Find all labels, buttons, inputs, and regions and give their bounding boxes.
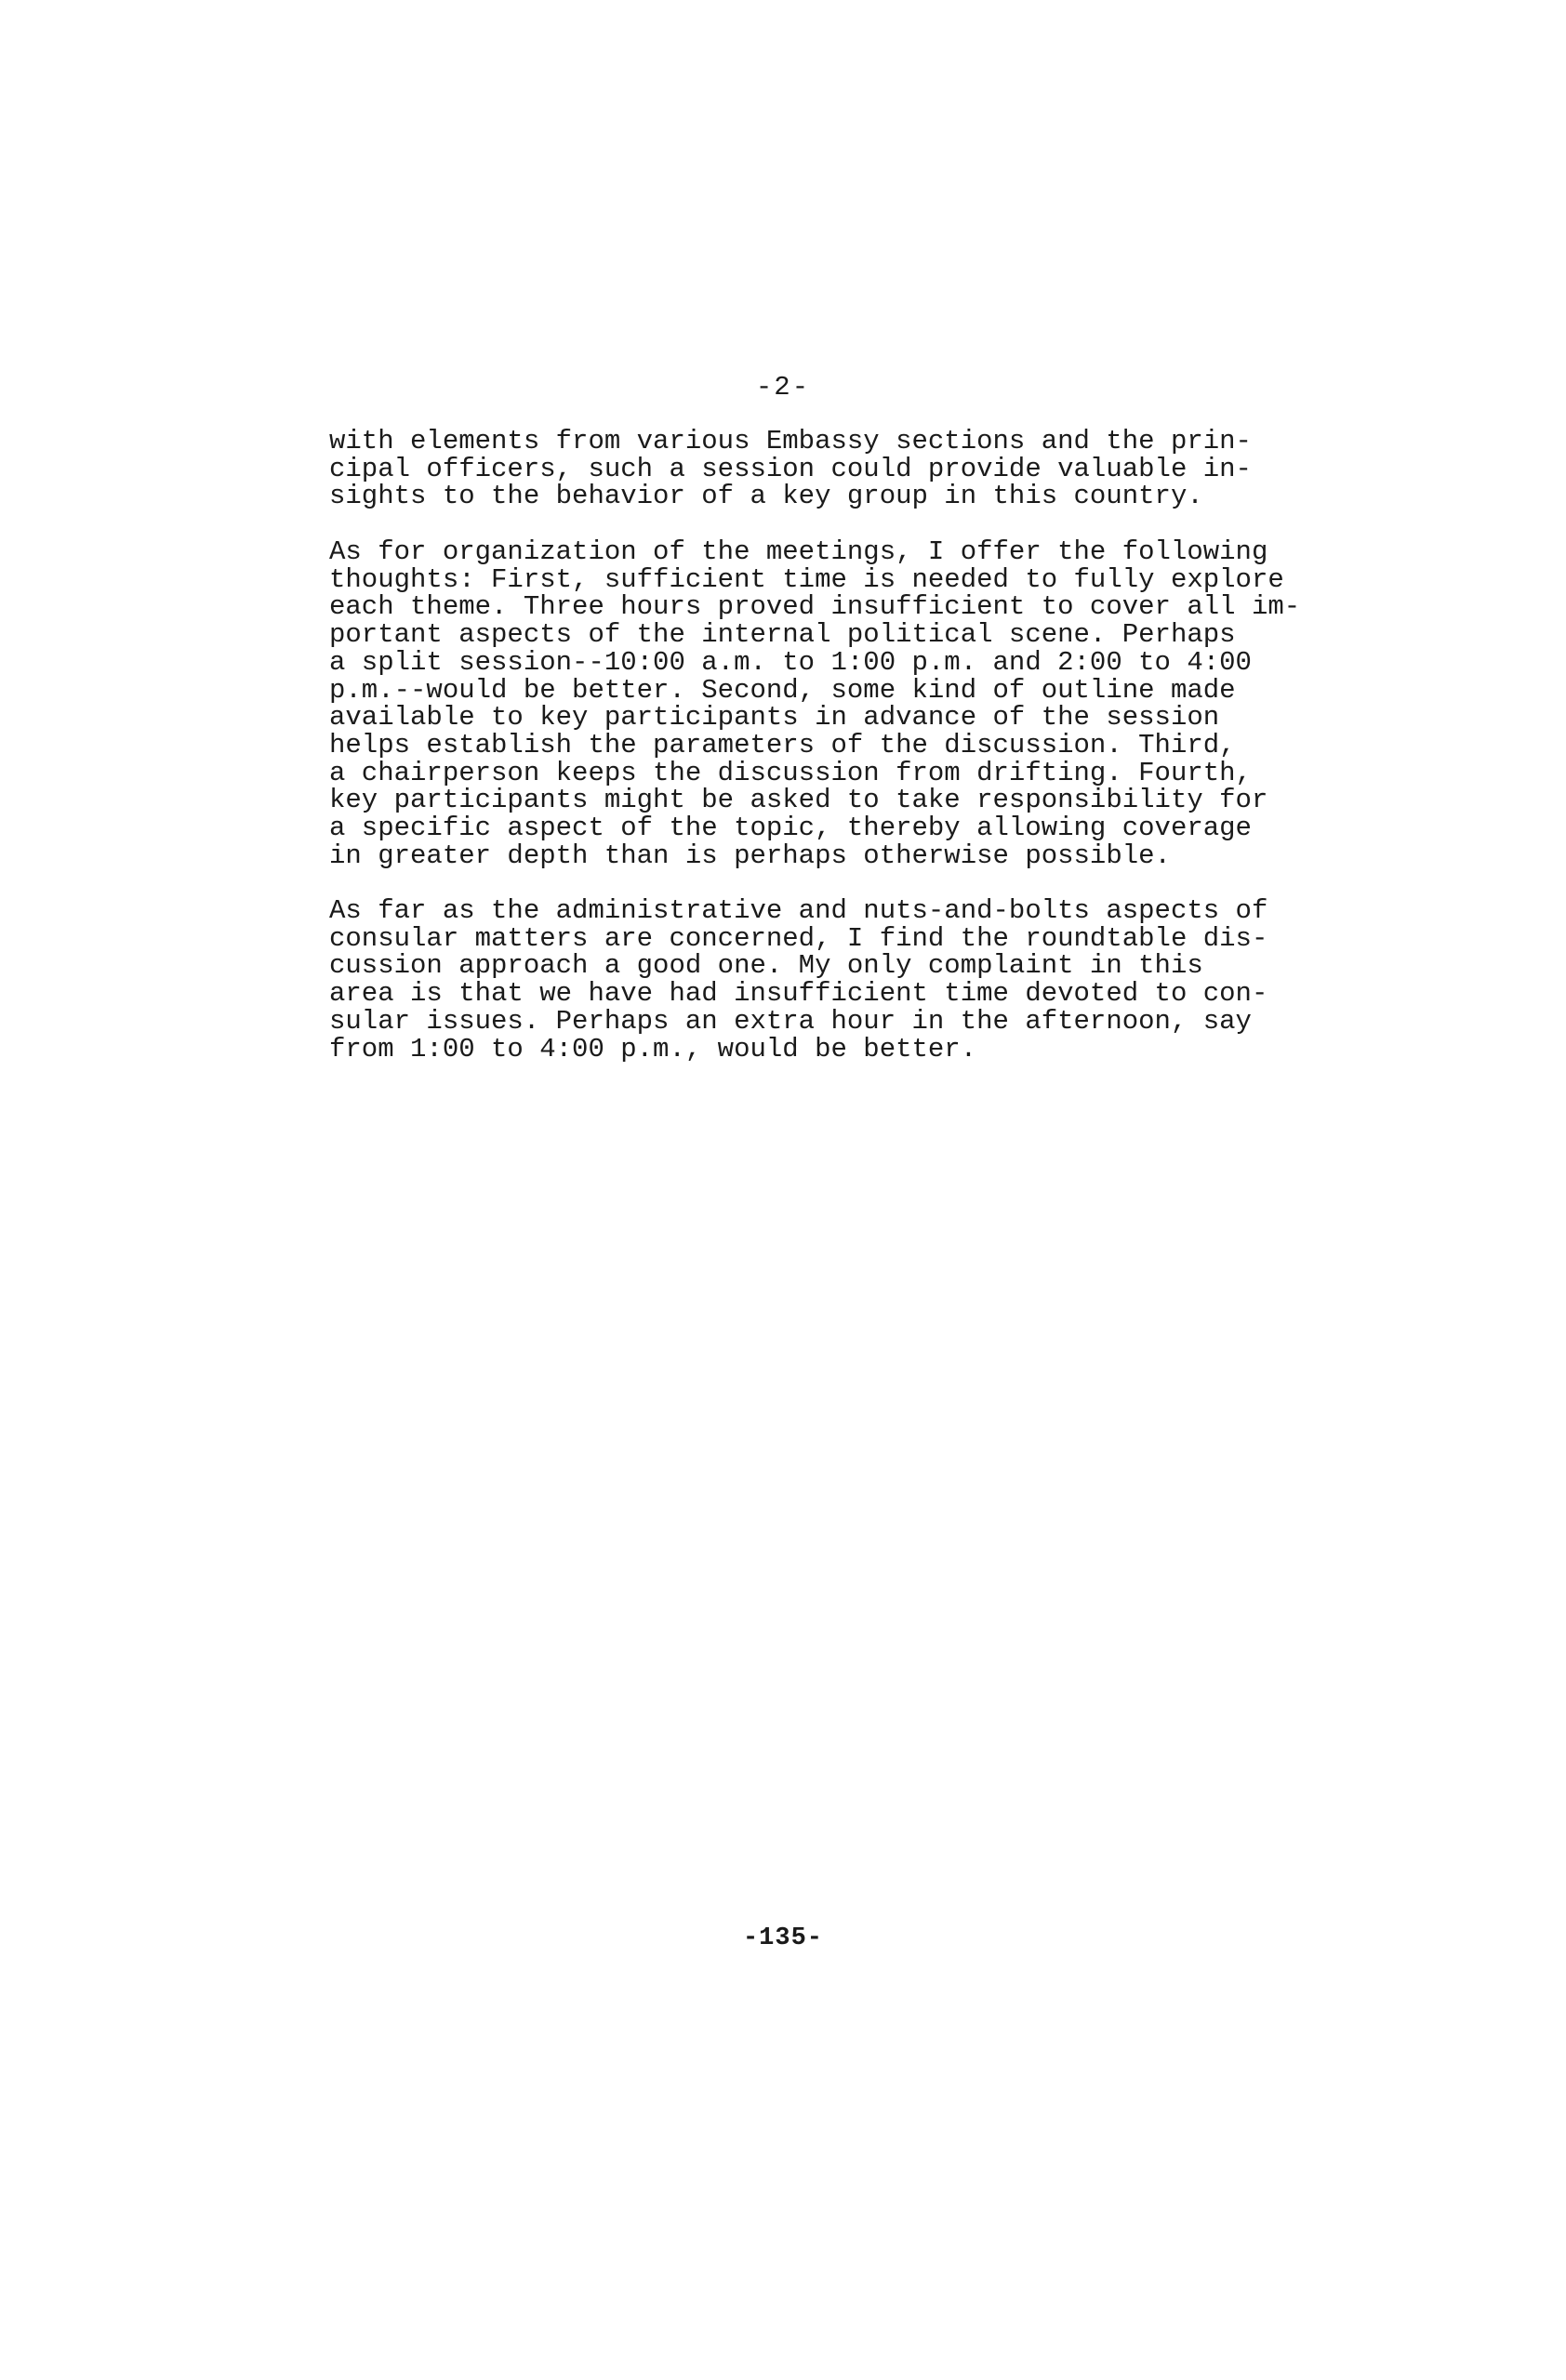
text-line: As far as the administrative and nuts-and-bolts aspects of	[329, 895, 1268, 926]
page-number-bottom: -135-	[742, 1924, 823, 1952]
text-line: helps establish the parameters of the discussion. Third,	[329, 729, 1236, 760]
text-line: As for organization of the meetings, I offer the following	[329, 536, 1268, 567]
text-line: key participants might be asked to take responsibility for	[329, 785, 1268, 816]
text-line: thoughts: First, sufficient time is needed to fully explore	[329, 563, 1284, 595]
text-line: a specific aspect of the topic, thereby allowing coverage	[329, 813, 1252, 844]
text-line: each theme. Three hours proved insufficient to cover all im-	[329, 591, 1301, 623]
text-line: area is that we have had insufficient time devoted to con-	[329, 978, 1268, 1010]
text-line: a chairperson keeps the discussion from drifting. Fourth,	[329, 757, 1252, 788]
paragraph-2	[329, 538, 1334, 869]
text-line: sights to the behavior of a key group in this country.	[329, 481, 1203, 512]
text-line: cipal officers, such a session could provide valuable in-	[329, 453, 1252, 484]
text-line: in greater depth than is perhaps otherwise possible.	[329, 840, 1171, 871]
page-number-top: -2-	[755, 372, 811, 403]
paragraph-3	[329, 897, 1334, 1063]
text-line: portant aspects of the internal political scene. Perhaps	[329, 619, 1236, 651]
text-line: a split session--10:00 a.m. to 1:00 p.m. and 2:00 to 4:00	[329, 646, 1252, 678]
text-line: available to key participants in advance of the session	[329, 702, 1220, 734]
text-line: cussion approach a good one. My only complaint in this	[329, 950, 1203, 982]
text-line: p.m.--would be better. Second, some kind of outline made	[329, 674, 1236, 706]
text-line: consular matters are concerned, I find the roundtable dis-	[329, 922, 1268, 954]
text-line: from 1:00 to 4:00 p.m., would be better.	[329, 1033, 977, 1064]
text-line: with elements from various Embassy sections and the prin-	[329, 426, 1252, 456]
paragraph-1	[329, 428, 1334, 510]
text-line: sular issues. Perhaps an extra hour in the afternoon, say	[329, 1005, 1252, 1037]
